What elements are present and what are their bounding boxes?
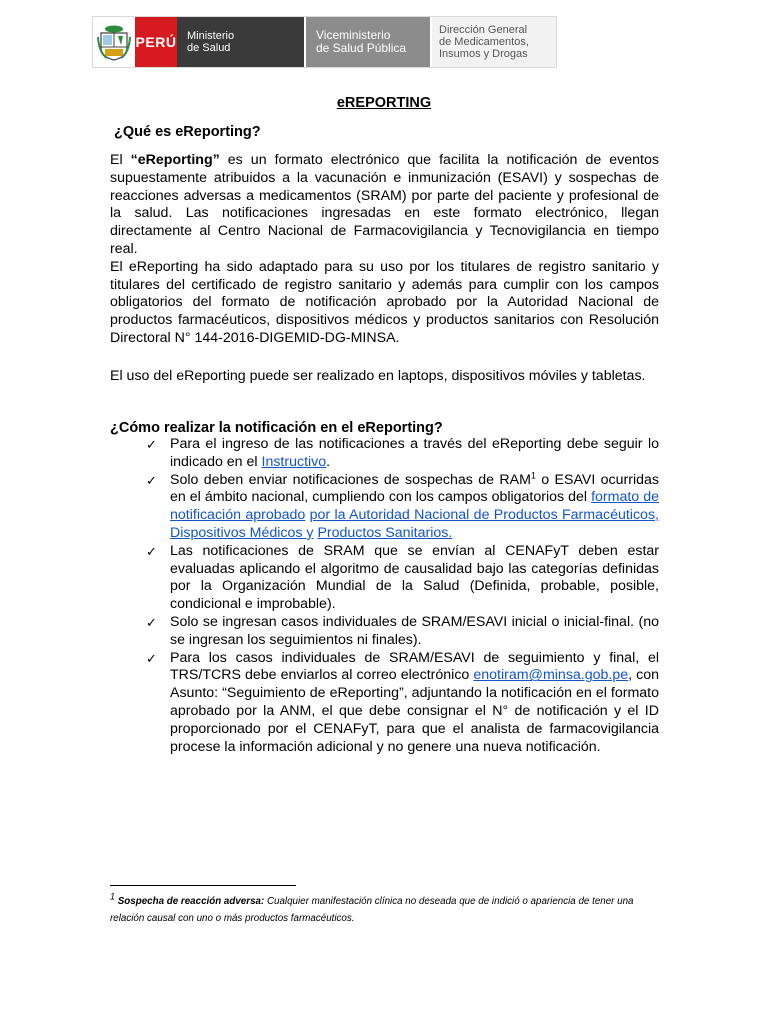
footnote-ref: 1: [530, 469, 536, 480]
list-item: ✓ Solo se ingresan casos individuales de SRAM/ESAVI inicial o inicial-final. (no se ingresan los seguimientos ni finales).: [146, 613, 659, 648]
footnote: $^1$ Sospecha de reacción adversa: Cualquier manifestación clínica no deseada que de indició o apariencia de tener una relación causal con uno o más productos farmacéuticos.: [110, 891, 634, 924]
checkmark-icon: ✓: [146, 472, 157, 488]
header-banner: [92, 16, 557, 68]
peru-coat-of-arms-icon: [93, 17, 135, 67]
viceministerio-label: Viceministerio de Salud Pública: [306, 17, 430, 67]
checkmark-icon: ✓: [146, 437, 157, 452]
instructivo-link[interactable]: Instructivo: [261, 453, 327, 470]
instructions-list: [146, 436, 659, 756]
section1-paragraph-3: El uso del eReporting puede ser realizado en laptops, dispositivos móviles y tabletas.: [110, 368, 646, 384]
list-item: ✓ Solo deben enviar notificaciones de sospechas de RAM$^1$ o ESAVI ocurridas en el ámbito nacional, cumpliendo con los campos obligatorios del formato de notificación aprobado por la Autoridad Nacional de Productos Farmacéuticos, Dispositivos Médicos y Productos Sanitarios.: [146, 469, 659, 541]
direccion-general-label: Dirección General de Medicamentos, Insumos y Drogas: [432, 17, 556, 67]
ministerio-label: Ministerio de Salud: [177, 17, 304, 67]
productos-sanitarios-link[interactable]: Productos Sanitarios.: [317, 524, 453, 541]
autoridad-nacional-link[interactable]: por la Autoridad Nacional de Productos Farmacéuticos, Dispositivos Médicos y: [170, 507, 659, 541]
section2-heading: ¿Cómo realizar la notificación en el eReporting?: [110, 420, 443, 436]
formato-notificacion-link[interactable]: formato de notificación aprobado: [170, 489, 659, 524]
checkmark-icon: ✓: [146, 614, 157, 630]
checkmark-icon: ✓: [146, 650, 157, 666]
peru-label: PERÚ: [135, 17, 177, 67]
footnote-divider: [110, 885, 296, 886]
section1-paragraph-1: El “eReporting” es un formato electrónico que facilita la notificación de eventos supuestamente atribuidos a la vacunación e inmunización (ESAVI) y sospechas de reacciones adversas a medicamentos (SRAM) por parte del paciente y profesional de la salud. Las notificaciones ingresadas en este formato electrónico, llegan directamente al Centro Nacional de Farmacovigilancia y Tecnovigilancia en tiempo real. El eReporting ha sido adaptado para su uso por los titulares de registro sanitario y titulares del certificado de registro sanitario y además para cumplir con los campos obligatorios del formato de notificación aprobado por la Autoridad Nacional de productos farmacéuticos, dispositivos médicos y productos sanitarios con Resolución Directoral N° 144-2016-DIGEMID-DG-MINSA.: [110, 152, 659, 346]
email-link[interactable]: enotiram@minsa.gob.pe: [473, 667, 629, 684]
list-item: ✓ Para el ingreso de las notificaciones a través del eReporting debe seguir lo indicado en el Instructivo.: [146, 436, 659, 470]
list-item: ✓ Las notificaciones de SRAM que se envían al CENAFyT deben estar evaluadas aplicando el algoritmo de causalidad bajo las categorías definidas por la Organización Mundial de la Salud (Definida, probable, posible, condicional e improbable).: [146, 542, 659, 613]
checkmark-icon: ✓: [146, 543, 157, 559]
section1-paragraph-2: El eReporting ha sido adaptado para su uso por los titulares de registro sanitario y titulares del certificado de registro sanitario y además para cumplir con los campos obligatorios del formato de notificación aprobado por la Autoridad Nacional de productos farmacéuticos, dispositivos médicos y productos sanitarios con Resolución Directoral N° 144-2016-DIGEMID-DG-MINSA.: [110, 258, 659, 346]
document-title: eREPORTING: [336, 95, 432, 111]
list-item: ✓ Para los casos individuales de SRAM/ESAVI de seguimiento y final, el TRS/TCRS debe enviarlos al correo electrónico enotiram@minsa.gob.pe, con Asunto: “Seguimiento de eReporting”, adjuntando la notificación en el formato aprobado por la ANM, el que debe consignar el N° de notificación y el ID proporcionado por el CENAFyT, para que el analista de farmacovigilancia procese la información adicional y no genere una nueva notificación.: [146, 649, 659, 755]
section1-heading: ¿Qué es eReporting?: [114, 124, 261, 140]
